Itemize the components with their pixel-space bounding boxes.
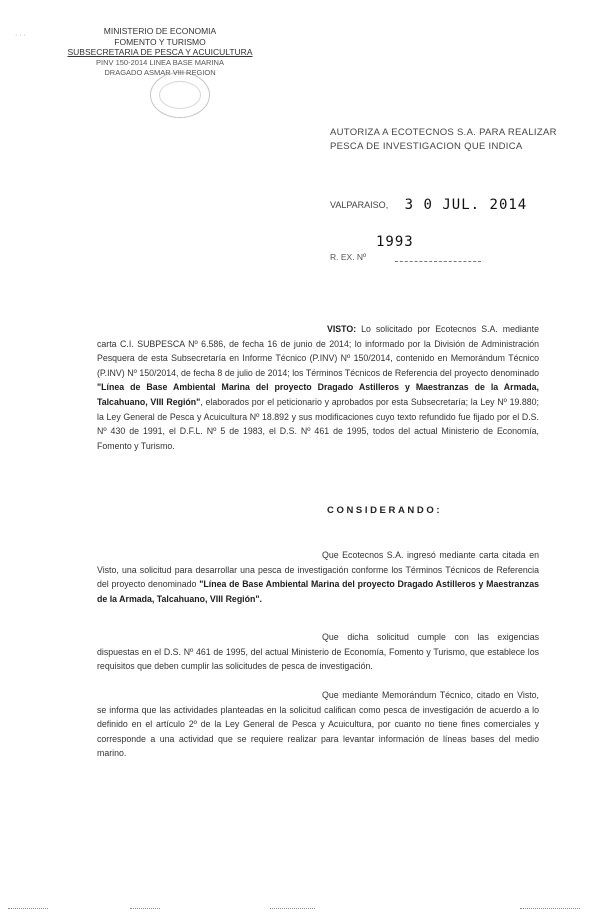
ministry-header: [60, 26, 260, 78]
considerando-2-text: Que dicha solicitud cumple con las exigencias dispuestas en el D.S. Nº 461 de 1995, del actual Ministerio de Economía, Fomento y Turismo, que establece los requisitos que deben cumplir las solicitudes de pesca de investigación.: [97, 632, 539, 672]
visto-paragraph: [97, 322, 539, 453]
resolution-label: R. EX. Nº: [330, 252, 367, 262]
date-stamp: 3 0 JUL. 2014: [404, 196, 528, 213]
file-reference: PINV 150-2014 LINEA BASE MARINA: [96, 57, 224, 67]
margin-mark: · · ·: [15, 32, 26, 39]
page-footer-marks: [0, 906, 600, 914]
subsecretaria-name: SUBSECRETARIA DE PESCA Y ACUICULTURA: [67, 47, 253, 57]
ministry-name: MINISTERIO DE ECONOMIA: [103, 26, 217, 36]
visto-label: VISTO:: [327, 324, 357, 334]
ministry-subname: FOMENTO Y TURISMO: [114, 36, 206, 47]
document-subject: AUTORIZA A ECOTECNOS S.A. PARA REALIZAR PESCA DE INVESTIGACION QUE INDICA: [330, 127, 557, 152]
visto-text: Lo solicitado por Ecotecnos S.A. mediante carta C.I. SUBPESCA Nº 6.586, de fecha 16 de junio de 2014; lo informado por la División de Administración Pesquera de esta Subsecretaría en Informe Técnico (P.INV) Nº 150/2014, contenido en Memorándum Técnico (P.INV) Nº 150/2014, de fecha 8 de julio de 2014; los Términos Técnicos de Referencia del proyecto denominado: [97, 324, 539, 378]
considerando-1-text: Que Ecotecnos S.A. ingresó mediante carta citada en Visto, una solicitud para desarrollar una pesca de investigación conforme los Términos Técnicos de Referencia del proyecto denominado: [97, 550, 539, 590]
official-stamp: [150, 72, 210, 118]
file-reference-2: DRAGADO ASMAR VIII REGION: [104, 67, 216, 77]
considerando-item-1: [97, 548, 539, 606]
considerando-1-project: "Línea de Base Ambiental Marina del proyecto Dragado Astilleros y Maestranzas de la Armada, Talcahuano, VIII Región".: [97, 579, 539, 604]
resolution-number-line: [330, 234, 560, 262]
resolution-underline: [395, 253, 481, 262]
considerando-item-3: [97, 688, 539, 761]
visto-project: "Línea de Base Ambiental Marina del proyecto Dragado Astilleros y Maestranzas de la Armada, Talcahuano, VIII Región": [97, 382, 539, 407]
considerando-3-text: Que mediante Memorándum Técnico, citado en Visto, se informa que las actividades planteadas en la solicitud califican como pesca de investigación de acuerdo a lo definido en el artículo 2º de la Ley General de Pesca y Acuicultura, por cuanto no tiene fines comerciales y corresponde a una actividad que se requiere realizar para levantar información de líneas bases del medio marino.: [97, 690, 539, 759]
visto-text-end: , elaborados por el peticionario y aprobados por esta Subsecretaría; la Ley Nº 19.880; la Ley General de Pesca y Acuicultura Nº 18.892 y sus modificaciones cuyo texto refundido fue fijado por el D.S. Nº 430 de 1991, el D.F.L. Nº 5 de 1983, el D.S. Nº 461 de 1995, todos del actual Ministerio de Economía, Fomento y Turismo.: [97, 396, 539, 451]
considerando-item-2: [97, 630, 539, 674]
resolution-number: 1993: [376, 234, 414, 250]
considerando-heading: CONSIDERANDO:: [327, 505, 443, 516]
place-date-line: [330, 196, 560, 214]
place-label: VALPARAISO,: [330, 199, 389, 210]
